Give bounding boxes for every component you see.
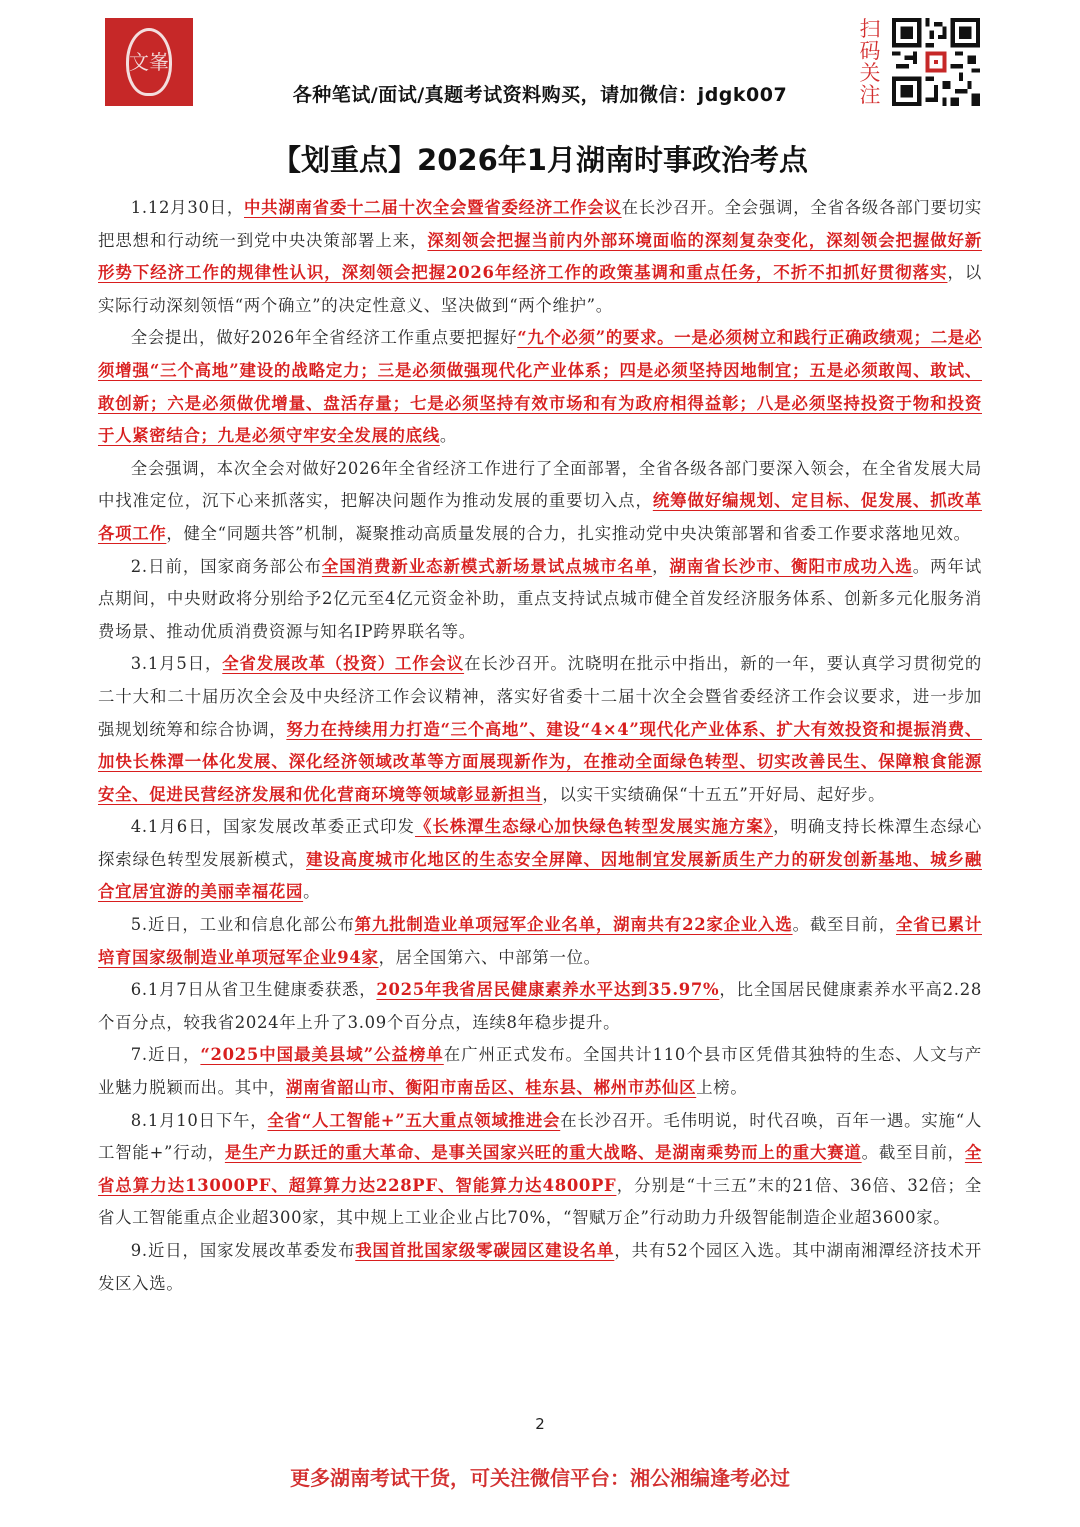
paragraph (98, 551, 982, 649)
text-run: 。 (303, 882, 321, 902)
highlighted-text: 中共湖南省委十二届十次全会暨省委经济工作会议 (244, 198, 622, 217)
highlighted-text: 湖南省韶山市、衡阳市南岳区、桂东县、郴州市苏仙区 (286, 1078, 697, 1098)
paragraph (98, 1105, 982, 1235)
highlighted-text: 深刻领会把握当前内外部环境面临的深刻复杂变化，深刻领会把握做好新形势下经济工作的规律性认识，深刻领会把握2026年经济工作的政策基调和重点任务，不折不扣抓好贯彻落实 (98, 230, 982, 283)
highlighted-text: 湖南省长沙市、衡阳市成功入选 (669, 556, 913, 576)
highlighted-text: 全省已累计培育国家级制造业单项冠军企业94家 (98, 915, 982, 967)
highlighted-text: 建设高度城市化地区的生态安全屏障、因地制宜发展新质生产力的研发创新基地、城乡融合宜居宜游的美丽幸福花园 (98, 849, 982, 902)
text-run: 全会提出，做好2026年全省经济工作重点要把握好 (130, 328, 518, 348)
paragraph (98, 974, 982, 1039)
text-run: 。截至目前， (792, 915, 896, 935)
highlighted-text: 2025年我省居民健康素养水平达到35.97% (376, 980, 720, 1000)
text-run: 6.1月7日从省卫生健康委获悉， (130, 980, 377, 1000)
logo-text: 文峯 (129, 50, 169, 74)
paragraph (98, 322, 982, 452)
highlighted-text: 统筹做好编规划、定目标、促发展、抓改革各项工作 (98, 491, 982, 543)
text-run: ，比全国居民健康素养水平高2.28个百分点，较我省2024年上升了3.09个百分点，连续8年稳步提升。 (98, 980, 982, 1032)
text-run: 。 (439, 426, 457, 446)
paragraph (98, 1039, 982, 1104)
highlighted-text: 全省发展改革（投资）工作会议 (222, 654, 465, 674)
text-run: 在长沙召开。毛伟明说，时代召唤，百年一遇。实施“人工智能+”行动， (98, 1110, 982, 1163)
paragraph (98, 453, 982, 551)
highlighted-text: 是生产力跃迁的重大革命、是事关国家兴旺的重大战略、是湖南乘势而上的重大赛道 (224, 1143, 862, 1163)
text-run: ，以实干实绩确保“十五五”开好局、起好步。 (542, 784, 886, 804)
text-run: ，共有52个园区入选。其中湖南湘潭经济技术开发区入选。 (98, 1241, 982, 1293)
text-run: 2.日前，国家商务部公布 (130, 556, 322, 576)
highlighted-text: 努力在持续用力打造“三个高地”、建设“4×4”现代化产业体系、扩大有效投资和提振消费、加快长株潭一体化发展、深化经济领域改革等方面展现新作为，在推动全面绿色转型、切实改善民生、保障粮食能源安全、促进民营经济发展和优化营商环境等领域彰显新担当 (98, 719, 982, 804)
text-run: 4.1月6日，国家发展改革委正式印发 (130, 817, 415, 837)
qr-code-icon[interactable] (892, 18, 980, 106)
highlighted-text: “2025中国最美县域”公益榜单 (200, 1045, 444, 1065)
paragraph (98, 1235, 982, 1300)
highlighted-text: 全省“人工智能+”五大重点领域推进会 (267, 1110, 561, 1130)
text-run: 上榜。 (696, 1078, 748, 1098)
text-run: ，明确支持长株潭生态绿心探索绿色转型发展新模式， (98, 817, 983, 869)
scan-label: 扫码关注 (859, 17, 881, 107)
page-title: 【划重点】2026年1月湖南时事政治考点 (272, 143, 808, 177)
paragraph (98, 192, 982, 322)
paragraph (98, 909, 982, 974)
text-run: ，居全国第六、中部第一位。 (378, 947, 601, 967)
paragraph (98, 811, 982, 909)
text-run: ， (652, 556, 670, 576)
text-run: 全会强调，本次全会对做好2026年全省经济工作进行了全面部署，全省各级各部门要深入领会，在全省发展大局中找准定位，沉下心来抓落实，把解决问题作为推动发展的重要切入点， (98, 458, 982, 511)
text-run: ，健全“同题共答”机制，凝聚推动高质量发展的合力，扎实推动党中央决策部署和省委工作要求落地见效。 (166, 523, 971, 543)
text-run: ，分别是“十三五”末的21倍、36倍、32倍；全省人工智能重点企业超300家，其中规上工业企业占比70%，“智赋万企”行动助力升级智能制造企业超3600家。 (98, 1175, 982, 1228)
text-run: 7.近日， (130, 1045, 201, 1065)
text-run: 。截至目前， (861, 1143, 965, 1163)
header-ad-line: 各种笔试/面试/真题考试资料购买，请加微信：jdgk007 (292, 84, 788, 106)
text-run: 在长沙召开。沈晓明在批示中指出，新的一年，要认真学习贯彻党的二十大和二十届历次全会及中央经济工作会议精神，落实好省委十二届十次全会暨省委经济工作会议要求，进一步加强规划统筹和综合协调， (98, 654, 982, 739)
highlighted-text: 第九批制造业单项冠军企业名单，湖南共有22家企业入选 (354, 915, 793, 935)
text-run: 。两年试点期间，中央财政将分别给予2亿元至4亿元资金补助，重点支持试点城市健全首发经济服务体系、创新多元化服务消费场景、推动优质消费资源与知名IP跨界联名等。 (98, 556, 982, 641)
highlighted-text: 我国首批国家级零碳园区建设名单 (355, 1241, 615, 1260)
page-number: 2 (535, 1415, 545, 1433)
highlighted-text: “九个必须”的要求。一是必须树立和践行正确政绩观；二是必须增强“三个高地”建设的战略定力；三是必须做强现代化产业体系；四是必须坚持因地制宜；五是必须敢闯、敢试、敢创新；六是必须做优增量、盘活存量；七是必须坚持有效市场和有为政府相得益彰；八是必须坚持投资于物和投资于人紧密结合；九是必须守牢安全发展的底线 (98, 328, 982, 446)
text-run: 3.1月5日， (130, 654, 223, 674)
text-run: 1.12月30日， (130, 198, 244, 217)
highlighted-text: 《长株潭生态绿心加快绿色转型发展实施方案》 (414, 817, 774, 837)
footer-promo: 更多湖南考试干货，可关注微信平台：湘公湘编逢考必过 (290, 1466, 790, 1490)
text-run: 在广州正式发布。全国共计110个县市区凭借其独特的生态、人文与产业魅力脱颖而出。其中， (98, 1045, 982, 1098)
text-run: 5.近日，工业和信息化部公布 (130, 915, 355, 935)
text-run: 9.近日，国家发展改革委发布 (130, 1241, 356, 1260)
highlighted-text: 全省总算力达13000PF、超算算力达228PF、智能算力达4800PF (98, 1143, 982, 1195)
paragraph (98, 648, 982, 811)
article-body (98, 192, 982, 1300)
highlighted-text: 全国消费新业态新模式新场景试点城市名单 (321, 556, 653, 576)
text-run: 在长沙召开。全会强调，全省各级各部门要切实把思想和行动统一到党中央决策部署上来， (98, 198, 983, 250)
text-run: 8.1月10日下午， (130, 1110, 268, 1130)
text-run: ，以实际行动深刻领悟“两个确立”的决定性意义、坚决做到“两个维护”。 (98, 263, 982, 315)
